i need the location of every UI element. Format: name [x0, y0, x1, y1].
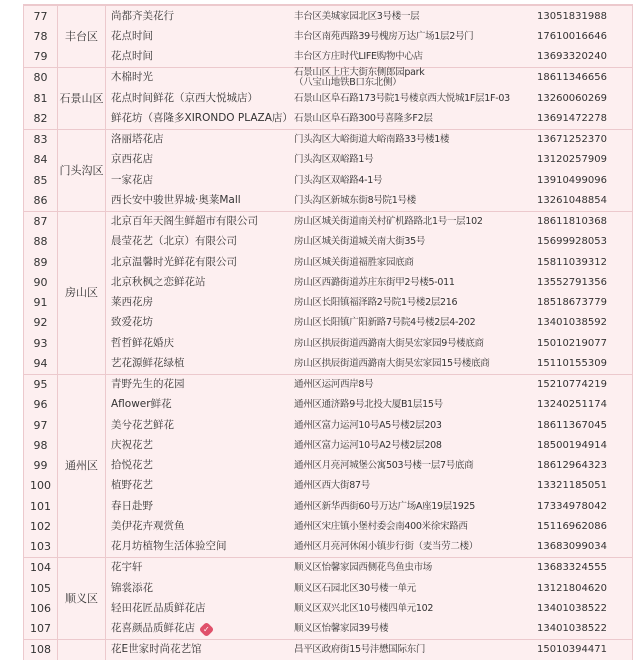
table-row — [24, 598, 632, 618]
shop-name-text: Aflower鲜花 — [111, 398, 172, 410]
shop-name — [106, 476, 290, 496]
shop-name-text: 鲜花坊（喜隆多XIRONDO PLAZA店） — [111, 112, 293, 124]
table-row — [24, 516, 632, 536]
table-row — [24, 6, 632, 27]
shop-name-text: 木棉时光 — [111, 71, 153, 83]
shop-address — [289, 170, 534, 190]
district-cell — [58, 639, 106, 660]
shop-name-text: 春日赴野 — [111, 500, 153, 512]
table-row — [24, 374, 632, 395]
shop-name — [106, 415, 290, 435]
shop-address — [289, 456, 534, 476]
address-line: 通州区西大街87号 — [294, 480, 534, 491]
shop-phone: 15110155309 — [534, 353, 632, 374]
table-row — [24, 557, 632, 578]
florist-table-grid — [24, 5, 632, 660]
shop-name-text: 北京百年天阁生鲜超市有限公司 — [111, 215, 258, 227]
shop-name — [106, 150, 290, 170]
address-line: 丰台区美城家园北区3号楼一层 — [294, 11, 534, 22]
address-line: 通州区运河西岸8号 — [294, 379, 534, 390]
shop-address — [289, 395, 534, 415]
shop-phone: 13691472278 — [534, 108, 632, 129]
shop-name-text: 艺花源鲜花绿植 — [111, 357, 185, 369]
shop-name — [106, 496, 290, 516]
address-line: 顺义区怡馨家园西侧花鸟鱼虫市场 — [294, 562, 534, 573]
shop-address — [289, 252, 534, 272]
address-line: 通州区富力运河10号A2号楼2层208 — [294, 440, 534, 451]
shop-phone: 13120257909 — [534, 150, 632, 170]
shop-address — [289, 211, 534, 232]
table-row — [24, 415, 632, 435]
table-row — [24, 67, 632, 88]
shop-phone: 15010219077 — [534, 333, 632, 353]
shop-address — [289, 88, 534, 108]
shop-phone: 13552791356 — [534, 272, 632, 292]
address-line: 通州区通济路9号北投大厦B1层15号 — [294, 399, 534, 410]
shop-address — [289, 47, 534, 68]
shop-address — [289, 537, 534, 558]
address-line: 通州区新华西街60号万达广场A座19层1925 — [294, 501, 534, 512]
shop-address — [289, 374, 534, 395]
address-line: 通州区月亮河城堡公寓503号楼一层7号底商 — [294, 460, 534, 471]
address-line: 通州区宋庄镇小堡村委会南400米徐宋路西 — [294, 521, 534, 532]
address-line: 通州区月亮河休闲小镇步行街（麦当劳二楼） — [294, 541, 534, 552]
shop-phone: 13683324555 — [534, 557, 632, 578]
shop-phone: 15010394471 — [534, 639, 632, 660]
shop-address — [289, 26, 534, 46]
shop-address — [289, 293, 534, 313]
row-number: 92 — [24, 313, 58, 333]
shop-phone: 17334978042 — [534, 496, 632, 516]
row-number: 80 — [24, 67, 58, 88]
address-line: 顺义区怡馨家园39号楼 — [294, 623, 534, 634]
table-row — [24, 272, 632, 292]
shop-address — [289, 108, 534, 129]
shop-phone: 13910499096 — [534, 170, 632, 190]
shop-name-text: 北京温馨时光鲜花有限公司 — [111, 256, 237, 268]
shop-name-text: 植野花艺 — [111, 479, 153, 491]
shop-name-text: 哲哲鲜花婚庆 — [111, 337, 174, 349]
shop-name-text: 京西花店 — [111, 153, 153, 165]
row-number: 98 — [24, 435, 58, 455]
shop-name-text: 花E世家时尚花艺馆 — [111, 643, 202, 655]
row-number: 100 — [24, 476, 58, 496]
table-body — [24, 6, 632, 660]
shop-phone: 13260060269 — [534, 88, 632, 108]
table-row — [24, 639, 632, 660]
shop-address — [289, 578, 534, 598]
table-row — [24, 232, 632, 252]
shop-name — [106, 88, 290, 108]
shop-name — [106, 333, 290, 353]
table-row — [24, 252, 632, 272]
shop-name — [106, 170, 290, 190]
shop-name — [106, 232, 290, 252]
table-row — [24, 190, 632, 211]
shop-address — [289, 67, 534, 88]
address-line: 门头沟区双峪路4-1号 — [294, 175, 534, 186]
shop-name — [106, 639, 290, 660]
shop-name-text: 轻田花匠品质鲜花店 — [111, 602, 206, 614]
shop-name — [106, 272, 290, 292]
table-row — [24, 313, 632, 333]
shop-address — [289, 353, 534, 374]
shop-name-text: 莱西花房 — [111, 296, 153, 308]
shop-phone: 13401038522 — [534, 598, 632, 618]
row-number: 95 — [24, 374, 58, 395]
table-row — [24, 476, 632, 496]
shop-address — [289, 272, 534, 292]
row-number: 81 — [24, 88, 58, 108]
row-number: 79 — [24, 47, 58, 68]
shop-name — [106, 67, 290, 88]
address-line: 通州区富力运河10号A5号楼2层203 — [294, 420, 534, 431]
row-number: 87 — [24, 211, 58, 232]
shop-address — [289, 6, 534, 27]
shop-address — [289, 415, 534, 435]
shop-name-text: 北京秋枫之恋鲜花站 — [111, 276, 206, 288]
address-line: 房山区西潞街道苏庄东街甲2号楼5-011 — [294, 277, 534, 288]
shop-name — [106, 26, 290, 46]
shop-phone: 18611346656 — [534, 67, 632, 88]
row-number: 89 — [24, 252, 58, 272]
row-number: 82 — [24, 108, 58, 129]
shop-phone: 17610016646 — [534, 26, 632, 46]
shop-phone: 13121804620 — [534, 578, 632, 598]
shop-address — [289, 232, 534, 252]
shop-name — [106, 6, 290, 27]
address-line: 顺义区石园北区30号楼一单元 — [294, 583, 534, 594]
shop-name-text: 花宇轩 — [111, 561, 143, 573]
shop-name-text: 庆祝花艺 — [111, 439, 153, 451]
shop-address — [289, 435, 534, 455]
florist-table — [23, 4, 633, 660]
table-row — [24, 619, 632, 640]
table-row — [24, 170, 632, 190]
shop-address — [289, 150, 534, 170]
row-number: 97 — [24, 415, 58, 435]
shop-name — [106, 190, 290, 211]
district-cell: 房山区 — [58, 211, 106, 374]
shop-phone: 15210774219 — [534, 374, 632, 395]
shop-address — [289, 333, 534, 353]
address-line-2: （八宝山地铁B口东北侧） — [294, 78, 534, 88]
district-cell: 门头沟区 — [58, 129, 106, 211]
shop-phone: 18611367045 — [534, 415, 632, 435]
address-line: 房山区长阳镇广阳新路7号院4号楼2层4-202 — [294, 317, 534, 328]
shop-name — [106, 598, 290, 618]
row-number: 83 — [24, 129, 58, 150]
table-row — [24, 537, 632, 558]
table-row — [24, 108, 632, 129]
shop-address — [289, 313, 534, 333]
shop-phone: 13401038522 — [534, 619, 632, 640]
district-cell: 顺义区 — [58, 557, 106, 639]
shop-address — [289, 598, 534, 618]
shop-name — [106, 47, 290, 68]
table-row — [24, 47, 632, 68]
verified-badge-icon: ✓ — [199, 621, 215, 637]
address-line: 石景山区阜石路300号喜隆多F2层 — [294, 113, 534, 124]
shop-name-text: 花点时间 — [111, 30, 153, 42]
shop-name-text: 一家花店 — [111, 174, 153, 186]
address-line: 昌平区政府街15号沣懋国际东门 — [294, 644, 534, 655]
address-line: 石景山区上庄大街东侧郎园park — [294, 68, 534, 78]
row-number: 94 — [24, 353, 58, 374]
district-cell: 通州区 — [58, 374, 106, 557]
shop-phone: 13401038592 — [534, 313, 632, 333]
table-row — [24, 293, 632, 313]
table-row — [24, 88, 632, 108]
shop-address — [289, 639, 534, 660]
table-row — [24, 211, 632, 232]
shop-name — [106, 537, 290, 558]
shop-address — [289, 496, 534, 516]
table-row — [24, 353, 632, 374]
row-number: 85 — [24, 170, 58, 190]
shop-address — [289, 516, 534, 536]
address-line: 房山区拱辰街道西潞南大街昊宏家园15号楼底商 — [294, 358, 534, 369]
table-row — [24, 578, 632, 598]
shop-phone: 18612964323 — [534, 456, 632, 476]
shop-name — [106, 211, 290, 232]
shop-name — [106, 252, 290, 272]
shop-name-text: 美伊花卉观赏鱼 — [111, 520, 185, 532]
shop-phone: 13671252370 — [534, 129, 632, 150]
address-line: 门头沟区双峪路1号 — [294, 154, 534, 165]
table-row — [24, 26, 632, 46]
shop-name — [106, 293, 290, 313]
row-number: 108 — [24, 639, 58, 660]
row-number: 86 — [24, 190, 58, 211]
table-row — [24, 333, 632, 353]
shop-phone: 13051831988 — [534, 6, 632, 27]
shop-name-text: 致爱花坊 — [111, 316, 153, 328]
shop-phone: 18611810368 — [534, 211, 632, 232]
shop-name-text: 花点时间 — [111, 50, 153, 62]
shop-name-text: 晨莹花艺（北京）有限公司 — [111, 235, 237, 247]
table-row — [24, 496, 632, 516]
shop-name — [106, 557, 290, 578]
address-line: 顺义区双兴北区10号楼四单元102 — [294, 603, 534, 614]
shop-phone: 15116962086 — [534, 516, 632, 536]
row-number: 105 — [24, 578, 58, 598]
address-line: 门头沟区新城东街8号院1号楼 — [294, 195, 534, 206]
row-number: 93 — [24, 333, 58, 353]
shop-name-text: 西长安中骏世界城·奥莱Mall — [111, 194, 241, 206]
table-row — [24, 129, 632, 150]
shop-name-text: 拾悦花艺 — [111, 459, 153, 471]
shop-name — [106, 456, 290, 476]
shop-name-text: 花月坊植物生活体验空间 — [111, 540, 227, 552]
shop-name — [106, 619, 290, 640]
shop-phone: 18500194914 — [534, 435, 632, 455]
address-line: 房山区拱辰街道西潞南大街昊宏家园9号楼底商 — [294, 338, 534, 349]
shop-phone: 15699928053 — [534, 232, 632, 252]
address-line: 房山区城关街道福胜家园底商 — [294, 257, 534, 268]
shop-phone: 13261048854 — [534, 190, 632, 211]
shop-phone: 13240251174 — [534, 395, 632, 415]
address-line: 丰台区南苑西路39号槐房万达广场1层2号门 — [294, 31, 534, 42]
shop-address — [289, 129, 534, 150]
shop-phone: 15811039312 — [534, 252, 632, 272]
row-number: 77 — [24, 6, 58, 27]
address-line: 丰台区方庄时代LIFE购物中心店 — [294, 51, 534, 62]
shop-name — [106, 578, 290, 598]
shop-name — [106, 516, 290, 536]
shop-address — [289, 190, 534, 211]
row-number: 78 — [24, 26, 58, 46]
address-line: 房山区城关街道城关南大街35号 — [294, 236, 534, 247]
shop-name — [106, 313, 290, 333]
shop-address — [289, 476, 534, 496]
shop-address — [289, 619, 534, 640]
shop-phone: 13693320240 — [534, 47, 632, 68]
shop-name-text: 洛丽塔花店 — [111, 133, 164, 145]
shop-name — [106, 395, 290, 415]
shop-name — [106, 374, 290, 395]
row-number: 84 — [24, 150, 58, 170]
address-line: 石景山区阜石路173号院1号楼京西大悦城1F层1F-03 — [294, 93, 534, 104]
shop-name — [106, 353, 290, 374]
district-cell: 石景山区 — [58, 67, 106, 129]
shop-address — [289, 557, 534, 578]
row-number: 90 — [24, 272, 58, 292]
district-cell: 丰台区 — [58, 6, 106, 68]
table-row — [24, 150, 632, 170]
shop-name-text: 青野先生的花园 — [111, 378, 185, 390]
shop-phone: 13683099034 — [534, 537, 632, 558]
shop-phone: 18518673779 — [534, 293, 632, 313]
address-line: 房山区长阳镇福泽路2号院1号楼2层216 — [294, 297, 534, 308]
shop-name — [106, 435, 290, 455]
shop-name — [106, 129, 290, 150]
shop-name-text: 花喜颜品质鲜花店 — [111, 622, 195, 634]
shop-name — [106, 108, 290, 129]
row-number: 91 — [24, 293, 58, 313]
table-row — [24, 456, 632, 476]
row-number: 88 — [24, 232, 58, 252]
row-number: 101 — [24, 496, 58, 516]
table-row — [24, 395, 632, 415]
row-number: 106 — [24, 598, 58, 618]
shop-name-text: 花点时间鲜花（京西大悦城店） — [111, 92, 258, 104]
shop-phone: 13321185051 — [534, 476, 632, 496]
row-number: 99 — [24, 456, 58, 476]
row-number: 96 — [24, 395, 58, 415]
table-row — [24, 435, 632, 455]
address-line: 房山区城关街道南关村矿机路路北1号一层102 — [294, 216, 534, 227]
shop-name-text: 锦裳添花 — [111, 582, 153, 594]
shop-name-text: 美兮花艺鲜花 — [111, 419, 174, 431]
shop-name-text: 尚都齐美花行 — [111, 10, 174, 22]
row-number: 107 — [24, 619, 58, 640]
row-number: 104 — [24, 557, 58, 578]
address-line: 门头沟区大峪街道大峪南路33号楼1楼 — [294, 134, 534, 145]
row-number: 103 — [24, 537, 58, 558]
row-number: 102 — [24, 516, 58, 536]
